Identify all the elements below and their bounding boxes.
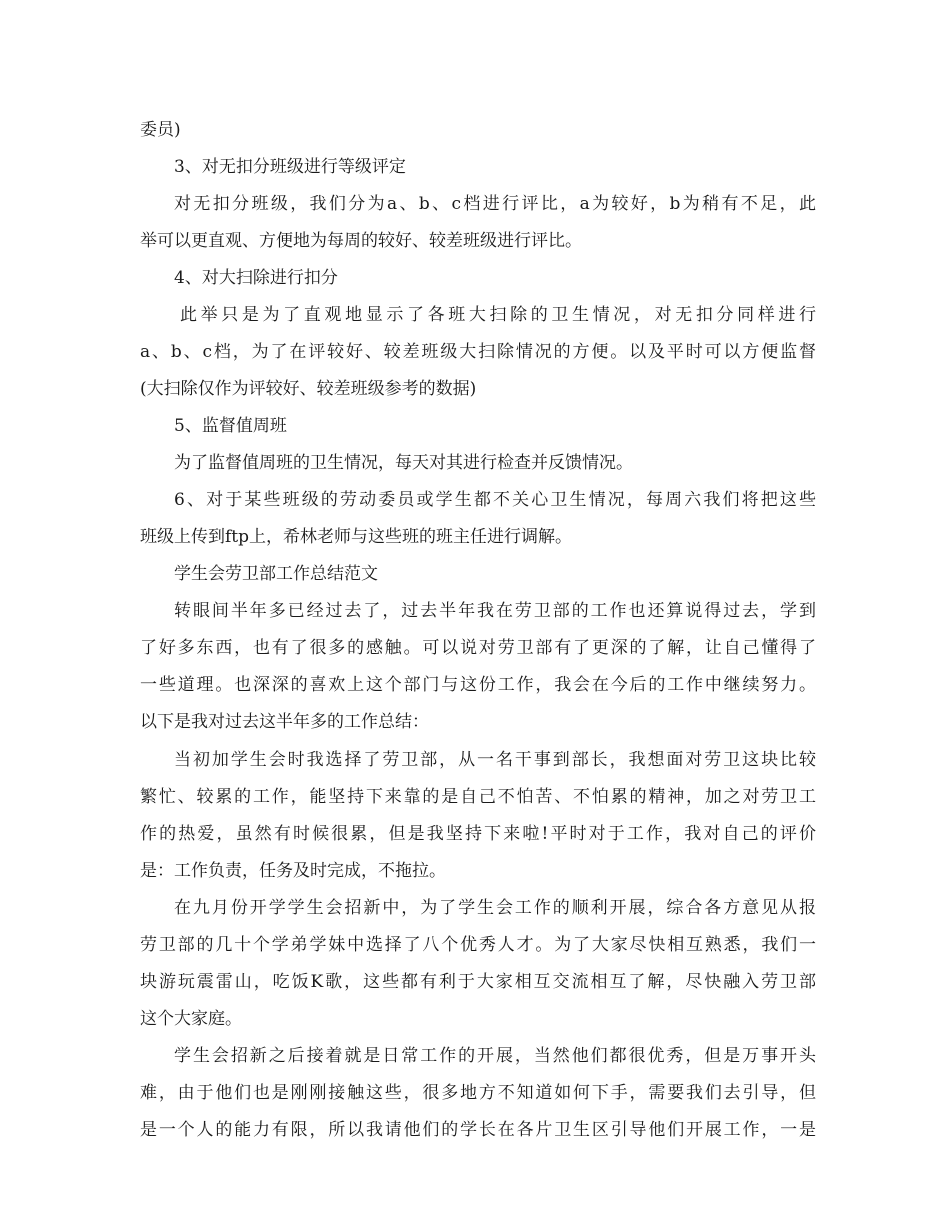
paragraph-line: 4、对大扫除进行扣分 [174,268,338,288]
paragraph-line: (大扫除仅作为评较好、较差班级参考的数据) [140,379,477,399]
paragraph-line: 5、监督值周班 [174,416,287,436]
paragraph-line: 班级上传到ftp上，希林老师与这些班的班主任进行调解。 [140,527,573,547]
paragraph-line: 块游玩震雷山，吃饭K歌，这些都有利于大家相互交流相互了解，尽快融入劳卫部 [140,972,816,992]
paragraph-line: a、b、c档，为了在评较好、较差班级大扫除情况的方便。以及平时可以方便监督 [140,342,816,362]
paragraph-line: 3、对无扣分班级进行等级评定 [174,157,406,177]
paragraph-line: 为了监督值周班的卫生情况，每天对其进行检查并反馈情况。 [174,453,633,473]
paragraph-line: 难，由于他们也是刚刚接触这些，很多地方不知道如何下手，需要我们去引导，但 [140,1083,816,1103]
paragraph-line: 此举只是为了直观地显示了各班大扫除的卫生情况，对无扣分同样进行 [180,305,816,325]
paragraph-line: 委员) [140,120,181,140]
paragraph-line: 当初加学生会时我选择了劳卫部，从一名干事到部长，我想面对劳卫这块比较 [174,750,816,770]
paragraph-line: 在九月份开学学生会招新中，为了学生会工作的顺利开展，综合各方意见从报 [174,898,816,918]
paragraph-line: 繁忙、较累的工作，能坚持下来靠的是自己不怕苦、不怕累的精神，加之对劳卫工 [140,787,816,807]
paragraph-line: 6、对于某些班级的劳动委员或学生都不关心卫生情况，每周六我们将把这些 [174,490,816,510]
paragraph-line: 转眼间半年多已经过去了，过去半年我在劳卫部的工作也还算说得过去，学到 [174,601,816,621]
paragraph-line: 这个大家庭。 [140,1009,242,1029]
paragraph-line: 是：工作负责，任务及时完成，不拖拉。 [140,861,446,881]
paragraph-line: 劳卫部的几十个学弟学妹中选择了八个优秀人才。为了大家尽快相互熟悉，我们一 [140,935,816,955]
paragraph-line: 学生会招新之后接着就是日常工作的开展，当然他们都很优秀，但是万事开头 [174,1046,816,1066]
paragraph-line: 作的热爱，虽然有时候很累，但是我坚持下来啦!平时对于工作，我对自己的评价 [140,824,816,844]
section-heading: 学生会劳卫部工作总结范文 [174,564,378,584]
paragraph-line: 了好多东西，也有了很多的感触。可以说对劳卫部有了更深的了解，让自己懂得了 [140,638,816,658]
paragraph-line: 举可以更直观、方便地为每周的较好、较差班级进行评比。 [140,231,582,251]
paragraph-line: 对无扣分班级，我们分为a、b、c档进行评比，a为较好，b为稍有不足，此 [174,194,816,214]
paragraph-line: 是一个人的能力有限，所以我请他们的学长在各片卫生区引导他们开展工作，一是 [140,1120,816,1140]
paragraph-line: 一些道理。也深深的喜欢上这个部门与这份工作，我会在今后的工作中继续努力。 [140,675,816,695]
paragraph-line: 以下是我对过去这半年多的工作总结： [140,712,429,732]
